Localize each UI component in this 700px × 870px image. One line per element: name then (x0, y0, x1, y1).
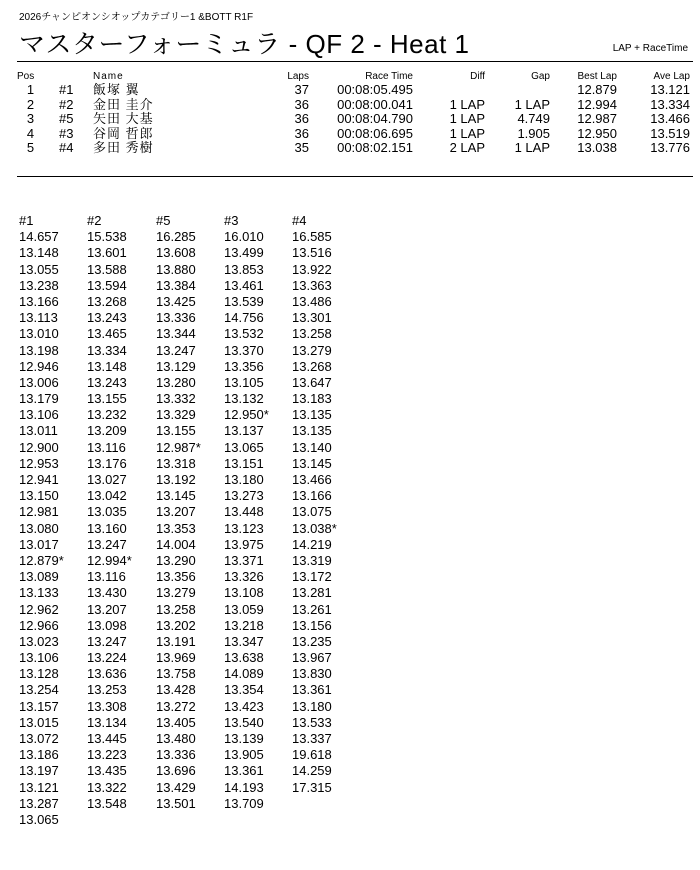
lap-time-cell: 16.585 (292, 229, 332, 245)
lap-column (292, 213, 360, 796)
results-rule (17, 176, 693, 177)
lap-time-cell: 13.638 (224, 650, 264, 666)
lap-time-cell: 13.011 (19, 423, 58, 439)
lap-time-cell: 13.429 (156, 779, 196, 795)
lap-time-cell: 13.121 (19, 779, 59, 795)
lap-time-cell: 13.042 (87, 488, 127, 504)
result-cell-number: #1 (59, 82, 74, 97)
lap-time-cell: 13.207 (156, 504, 196, 520)
lap-column (87, 213, 155, 812)
lap-column-header: #4 (292, 213, 307, 228)
lap-column-header: #1 (19, 213, 34, 228)
lap-time-cell: 19.618 (292, 747, 332, 763)
lap-time-cell: 13.218 (224, 617, 264, 633)
lap-time-cell: 13.055 (19, 261, 59, 277)
lap-time-cell: 13.308 (87, 698, 127, 714)
lap-time-cell: 13.155 (87, 391, 127, 407)
result-cell-race-time: 00:08:05.495 (337, 82, 413, 97)
lap-time-cell: 13.128 (19, 666, 59, 682)
lap-time-cell: 13.361 (292, 682, 332, 698)
lap-time-cell: 14.219 (292, 536, 332, 552)
result-cell-number: #2 (59, 96, 74, 112)
lap-time-cell: 13.166 (19, 293, 59, 309)
lap-time-cell: 16.010 (224, 229, 264, 245)
lap-time-cell: 13.072 (19, 731, 59, 746)
lap-time-cell: 12.966 (19, 617, 59, 633)
lap-column-header: #3 (224, 213, 239, 228)
lap-time-cell: 13.334 (87, 342, 127, 358)
lap-time-cell: 14.756 (224, 310, 264, 326)
lap-time-cell: 13.281 (292, 585, 332, 601)
lap-time-cell: 13.319 (292, 552, 332, 568)
result-cell-pos: 2 (26, 96, 35, 112)
lap-time-cell: 13.336 (156, 310, 196, 326)
report-format: LAP + RaceTime (612, 43, 688, 54)
lap-time-cell: 13.202 (156, 617, 196, 633)
lap-time-cell: 13.425 (156, 293, 196, 309)
lap-time-cell: 13.272 (156, 698, 196, 714)
result-cell-ave-lap: 13.776 (650, 140, 690, 155)
result-cell-best-lap: 12.994 (577, 96, 617, 112)
lap-time-cell: 13.361 (224, 763, 264, 779)
lap-time-cell: 13.499 (224, 245, 264, 261)
result-row (17, 141, 690, 156)
lap-time-cell: 13.180 (224, 472, 264, 487)
lap-time-cell: 13.532 (224, 326, 264, 342)
lap-time-cell: 13.191 (156, 633, 196, 649)
result-cell-number: #3 (59, 125, 74, 141)
lap-time-cell: 15.538 (87, 229, 127, 245)
lap-time-cell: 13.356 (224, 358, 264, 374)
lap-time-cell: 13.329 (156, 407, 196, 423)
lap-time-cell: 13.015 (19, 714, 59, 730)
lap-column (224, 213, 292, 812)
lap-time-cell: 13.140 (292, 439, 332, 455)
lap-time-cell: 13.608 (156, 245, 196, 261)
lap-time-cell: 12.987* (156, 439, 201, 455)
lap-time-cell: 13.139 (224, 731, 264, 746)
lap-time-cell: 13.243 (87, 374, 127, 390)
result-cell-pos: 3 (26, 111, 35, 126)
lap-time-cell: 13.223 (87, 747, 127, 763)
lap-time-cell: 13.132 (224, 391, 264, 407)
result-row (17, 83, 690, 98)
lap-time-cell: 12.981 (19, 504, 59, 520)
lap-time-cell: 13.280 (156, 374, 196, 390)
lap-time-cell: 13.157 (19, 698, 59, 714)
lap-time-cell: 13.594 (87, 277, 127, 293)
lap-time-cell: 13.155 (156, 423, 196, 439)
lap-time-cell: 13.647 (292, 374, 332, 390)
lap-time-cell: 13.247 (156, 342, 196, 358)
lap-time-cell: 13.758 (156, 666, 196, 682)
lap-time-cell: 13.065 (224, 439, 264, 455)
col-name: Name (93, 71, 124, 82)
result-cell-ave-lap: 13.466 (650, 111, 690, 126)
result-cell-gap: 1 LAP (514, 96, 550, 112)
lap-time-cell: 13.336 (156, 747, 196, 763)
lap-time-cell: 13.148 (87, 358, 127, 374)
lap-time-cell: 13.880 (156, 261, 196, 277)
lap-time-cell: 13.322 (87, 779, 127, 795)
result-cell-gap: 4.749 (517, 111, 550, 126)
lap-time-cell: 12.994* (87, 552, 132, 568)
lap-time-cell: 13.287 (19, 795, 59, 811)
lap-time-cell: 12.950* (224, 407, 269, 423)
lap-time-cell: 13.180 (292, 698, 332, 714)
lap-time-cell: 13.105 (224, 374, 264, 390)
lap-time-cell: 12.962 (19, 601, 59, 617)
lap-time-cell: 13.198 (19, 342, 59, 358)
lap-time-cell: 13.967 (292, 650, 332, 666)
col-diff: Diff (470, 71, 485, 82)
lap-time-cell: 13.354 (224, 682, 264, 698)
lap-time-cell: 13.133 (19, 585, 59, 601)
lap-time-cell: 13.486 (292, 293, 332, 309)
results-table (17, 70, 690, 156)
result-cell-name: 飯塚 翼 (93, 82, 140, 97)
result-cell-race-time: 00:08:02.151 (337, 140, 413, 155)
lap-time-cell: 13.224 (87, 650, 127, 666)
lap-column-header: #2 (87, 213, 102, 228)
lap-time-cell: 13.268 (292, 358, 332, 374)
lap-time-cell: 13.279 (156, 585, 196, 601)
result-cell-pos: 5 (26, 140, 35, 155)
lap-time-cell: 13.247 (87, 633, 127, 649)
lap-time-cell: 16.285 (156, 229, 196, 245)
lap-time-cell: 13.238 (19, 277, 59, 293)
result-cell-best-lap: 12.987 (577, 111, 617, 126)
result-cell-race-time: 00:08:04.790 (337, 111, 413, 126)
lap-time-cell: 13.145 (156, 488, 196, 504)
lap-column (19, 213, 87, 828)
lap-time-cell: 13.548 (87, 795, 127, 811)
report-subtitle: 2026チャンピオンシオップカテゴリー1 &BOTT R1F (19, 12, 254, 23)
col-ave-lap: Ave Lap (653, 71, 690, 82)
lap-time-cell: 13.150 (19, 488, 59, 504)
lap-time-cell: 14.089 (224, 666, 264, 682)
result-cell-best-lap: 12.950 (577, 125, 617, 141)
lap-time-cell: 13.080 (19, 520, 59, 536)
result-row (17, 112, 690, 127)
lap-time-cell: 13.123 (224, 520, 264, 536)
lap-time-cell: 13.601 (87, 245, 127, 261)
result-cell-gap: 1 LAP (514, 140, 550, 155)
lap-time-cell: 13.435 (87, 763, 127, 779)
lap-time-cell: 13.405 (156, 714, 196, 730)
lap-time-cell: 13.353 (156, 520, 196, 536)
lap-time-cell: 13.197 (19, 763, 59, 779)
lap-time-cell: 13.247 (87, 536, 127, 552)
lap-time-cell: 13.356 (156, 569, 196, 585)
lap-time-cell: 13.176 (87, 455, 127, 471)
col-best-lap: Best Lap (577, 71, 617, 82)
col-race-time: Race Time (365, 71, 413, 82)
lap-time-cell: 13.326 (224, 569, 264, 585)
lap-time-cell: 13.151 (224, 455, 264, 471)
lap-time-cell: 13.709 (224, 795, 264, 811)
lap-time-cell: 12.946 (19, 358, 59, 374)
result-cell-race-time: 00:08:06.695 (337, 125, 413, 141)
lap-time-cell: 13.253 (87, 682, 127, 698)
lap-time-cell: 13.006 (19, 374, 59, 390)
lap-time-cell: 13.501 (156, 795, 196, 811)
result-cell-laps: 37 (294, 82, 309, 97)
result-cell-number: #4 (59, 140, 74, 155)
lap-time-cell: 13.027 (87, 472, 127, 487)
result-cell-laps: 36 (294, 125, 309, 141)
lap-time-cell: 13.318 (156, 455, 196, 471)
lap-time-cell: 13.160 (87, 520, 127, 536)
lap-time-cell: 13.830 (292, 666, 332, 682)
lap-time-cell: 12.879* (19, 552, 64, 568)
lap-time-cell: 13.089 (19, 569, 59, 585)
lap-time-cell: 13.636 (87, 666, 127, 682)
lap-time-cell: 13.344 (156, 326, 196, 342)
lap-time-cell: 13.448 (224, 504, 264, 520)
col-laps: Laps (287, 71, 309, 82)
result-cell-name: 多田 秀樹 (93, 140, 154, 155)
lap-time-cell: 13.183 (292, 391, 332, 407)
lap-time-cell: 13.172 (292, 569, 332, 585)
lap-column (156, 213, 224, 812)
lap-time-cell: 14.657 (19, 229, 59, 245)
lap-time-cell: 13.135 (292, 423, 332, 439)
lap-time-cell: 13.370 (224, 342, 264, 358)
col-pos: Pos (17, 71, 35, 82)
lap-time-cell: 13.466 (292, 472, 332, 487)
lap-column-header: #5 (156, 213, 171, 228)
lap-time-cell: 13.337 (292, 731, 332, 746)
lap-time-cell: 13.106 (19, 650, 59, 666)
result-cell-laps: 36 (294, 96, 309, 112)
lap-time-cell: 13.035 (87, 504, 127, 520)
col-gap: Gap (531, 71, 550, 82)
lap-time-cell: 13.113 (19, 310, 58, 326)
lap-time-cell: 14.259 (292, 763, 332, 779)
result-cell-laps: 36 (294, 111, 309, 126)
lap-time-cell: 14.193 (224, 779, 264, 795)
lap-time-cell: 13.363 (292, 277, 332, 293)
lap-time-cell: 13.135 (292, 407, 332, 423)
report-title: マスターフォーミュラ - QF 2 - Heat 1 (19, 29, 470, 59)
lap-time-cell: 13.116 (87, 439, 126, 455)
lap-time-cell: 13.192 (156, 472, 196, 487)
result-cell-name: 矢田 大基 (93, 111, 154, 126)
lap-time-cell: 13.137 (224, 423, 264, 439)
lap-time-cell: 13.038* (292, 520, 337, 536)
lap-time-cell: 13.017 (19, 536, 59, 552)
result-cell-best-lap: 13.038 (577, 140, 617, 155)
lap-time-cell: 13.969 (156, 650, 196, 666)
result-cell-diff: 1 LAP (449, 125, 485, 141)
lap-time-cell: 12.900 (19, 439, 59, 455)
lap-time-cell: 13.129 (156, 358, 196, 374)
lap-time-cell: 13.696 (156, 763, 196, 779)
result-cell-pos: 1 (26, 82, 35, 97)
lap-time-cell: 13.445 (87, 731, 127, 746)
lap-time-cell: 13.533 (292, 714, 332, 730)
lap-time-cell: 13.243 (87, 310, 127, 326)
result-cell-ave-lap: 13.121 (650, 82, 690, 97)
lap-time-cell: 13.258 (292, 326, 332, 342)
lap-time-cell: 13.156 (292, 617, 332, 633)
lap-time-cell: 13.975 (224, 536, 264, 552)
lap-time-cell: 14.004 (156, 536, 196, 552)
lap-time-cell: 13.905 (224, 747, 264, 763)
lap-time-cell: 17.315 (292, 779, 332, 795)
lap-time-cell: 12.953 (19, 455, 59, 471)
lap-time-cell: 13.301 (292, 310, 332, 326)
result-cell-diff: 1 LAP (449, 111, 485, 126)
result-cell-ave-lap: 13.519 (650, 125, 690, 141)
lap-time-cell: 13.116 (87, 569, 126, 585)
lap-time-cell: 12.941 (19, 472, 59, 487)
result-row (17, 127, 690, 142)
lap-time-cell: 13.209 (87, 423, 127, 439)
lap-time-cell: 13.384 (156, 277, 196, 293)
result-cell-best-lap: 12.879 (577, 82, 617, 97)
result-cell-ave-lap: 13.334 (650, 96, 690, 112)
lap-time-cell: 13.268 (87, 293, 127, 309)
lap-time-cell: 13.347 (224, 633, 264, 649)
lap-time-cell: 13.922 (292, 261, 332, 277)
lap-time-cell: 13.254 (19, 682, 59, 698)
result-cell-laps: 35 (294, 140, 309, 155)
result-cell-diff: 1 LAP (449, 96, 485, 112)
result-cell-name: 金田 圭介 (93, 96, 154, 112)
header-rule (17, 61, 693, 62)
result-cell-number: #5 (59, 111, 74, 126)
lap-time-cell: 13.065 (19, 811, 59, 827)
lap-time-cell: 13.134 (87, 714, 127, 730)
result-cell-gap: 1.905 (517, 125, 550, 141)
lap-time-cell: 13.148 (19, 245, 59, 261)
lap-time-cell: 13.273 (224, 488, 264, 504)
lap-time-cell: 13.465 (87, 326, 127, 342)
lap-time-cell: 13.106 (19, 407, 59, 423)
lap-time-cell: 13.461 (224, 277, 264, 293)
lap-time-cell: 13.235 (292, 633, 332, 649)
lap-time-cell: 13.179 (19, 391, 59, 407)
lap-time-cell: 13.075 (292, 504, 332, 520)
lap-time-cell: 13.098 (87, 617, 127, 633)
lap-time-cell: 13.423 (224, 698, 264, 714)
lap-time-cell: 13.332 (156, 391, 196, 407)
lap-time-cell: 13.186 (19, 747, 59, 763)
lap-time-cell: 13.023 (19, 633, 59, 649)
lap-time-cell: 13.588 (87, 261, 127, 277)
lap-time-cell: 13.261 (292, 601, 332, 617)
lap-time-cell: 13.428 (156, 682, 196, 698)
result-cell-name: 谷岡 哲郎 (93, 125, 154, 141)
lap-time-cell: 13.232 (87, 407, 127, 423)
lap-time-cell: 13.108 (224, 585, 264, 601)
lap-time-cell: 13.207 (87, 601, 127, 617)
lap-time-cell: 13.540 (224, 714, 264, 730)
lap-time-cell: 13.290 (156, 552, 196, 568)
lap-time-cell: 13.539 (224, 293, 264, 309)
lap-time-cell: 13.480 (156, 731, 196, 746)
lap-time-cell: 13.430 (87, 585, 127, 601)
result-row (17, 98, 690, 113)
lap-time-cell: 13.853 (224, 261, 264, 277)
result-cell-diff: 2 LAP (449, 140, 485, 155)
lap-time-cell: 13.010 (19, 326, 59, 342)
lap-time-cell: 13.059 (224, 601, 264, 617)
lap-time-cell: 13.258 (156, 601, 196, 617)
result-cell-race-time: 00:08:00.041 (337, 96, 413, 112)
lap-time-cell: 13.279 (292, 342, 332, 358)
result-cell-pos: 4 (26, 125, 35, 141)
lap-time-cell: 13.166 (292, 488, 332, 504)
lap-time-cell: 13.371 (224, 552, 264, 568)
lap-time-cell: 13.145 (292, 455, 332, 471)
lap-time-cell: 13.516 (292, 245, 332, 261)
